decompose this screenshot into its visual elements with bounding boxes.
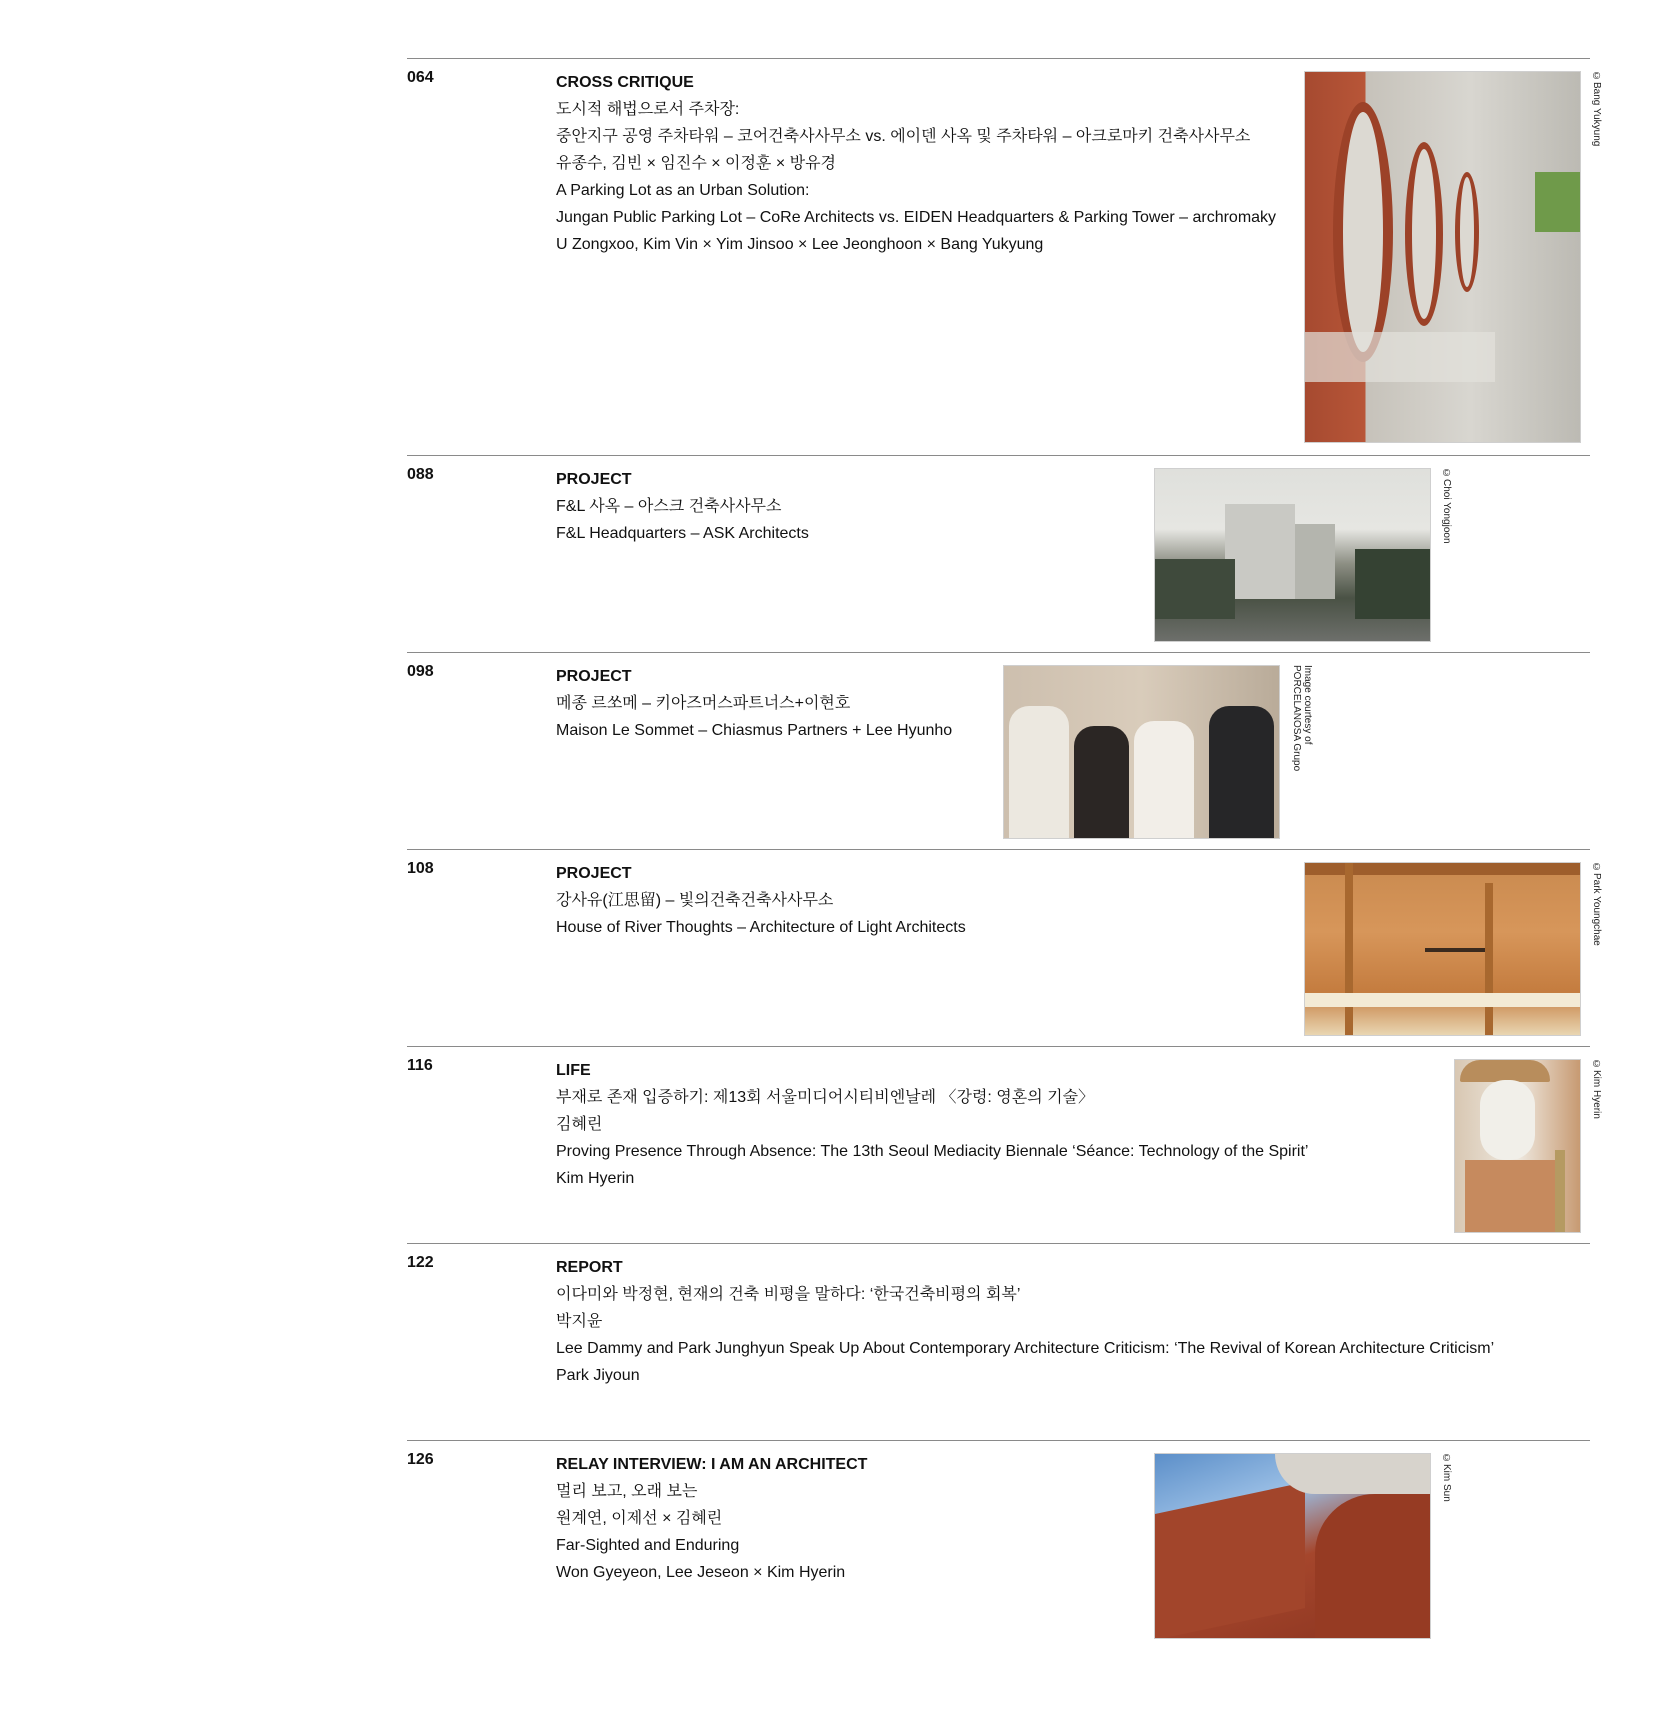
entry-line: Far-Sighted and Enduring (556, 1537, 740, 1554)
entry-line: 중안지구 공영 주차타워 – 코어건축사사무소 vs. 에이덴 사옥 및 주차타워 – 아크로마키 건축사사무소 (556, 128, 1251, 145)
entry-line: U Zongxoo, Kim Vin × Yim Jinsoo × Lee Jeonghoon × Bang Yukyung (556, 236, 1044, 253)
category-label: LIFE (556, 1062, 591, 1079)
page-number: 122 (407, 1254, 434, 1271)
entry-line: 메종 르쏘메 – 키아즈머스파트너스+이현호 (556, 695, 851, 712)
toc-entry (407, 1243, 1590, 1442)
category-label: PROJECT (556, 668, 632, 685)
brick-arcade-photo (1304, 71, 1581, 443)
toc-entry (407, 58, 1602, 457)
street-building-photo (1154, 468, 1431, 642)
entry-text (556, 1451, 867, 1586)
page-number: 088 (407, 466, 434, 483)
entry-text (556, 1254, 1494, 1389)
entry-line: 박지윤 (556, 1313, 603, 1330)
entry-line: 강사유(江思留) – 빛의건축건축사사무소 (556, 892, 834, 909)
entry-line: A Parking Lot as an Urban Solution: (556, 182, 810, 199)
category-label: CROSS CRITIQUE (556, 74, 694, 91)
toc-entry (407, 1046, 1602, 1245)
photo-credit: Image courtesy of PORCELANOSA Grupo (1291, 665, 1313, 772)
category-label: PROJECT (556, 471, 632, 488)
entry-line: Proving Presence Through Absence: The 13th Seoul Mediacity Biennale ‘Séance: Technology of the Spirit’ (556, 1143, 1309, 1160)
entry-text (556, 663, 952, 744)
entry-line: Maison Le Sommet – Chiasmus Partners + Lee Hyunho (556, 722, 953, 739)
entry-line: Won Gyeyeon, Lee Jeseon × Kim Hyerin (556, 1564, 846, 1581)
photo-credit: ©Park Youngchae (1591, 862, 1602, 946)
entry-line: House of River Thoughts – Architecture of Light Architects (556, 919, 966, 936)
entry-line: F&L 사옥 – 아스크 건축사사무소 (556, 498, 782, 515)
page-number: 064 (407, 69, 434, 86)
photo-credit: ©Bang Yukyung (1591, 71, 1602, 147)
entry-text (556, 466, 809, 547)
entry-line: 원계연, 이제선 × 김혜린 (556, 1510, 723, 1527)
page-number: 108 (407, 860, 434, 877)
category-label: REPORT (556, 1259, 623, 1276)
category-label: PROJECT (556, 865, 632, 882)
wooden-interior-photo (1304, 862, 1581, 1036)
entry-line: Lee Dammy and Park Junghyun Speak Up About Contemporary Architecture Criticism: ‘The Revival of Korean Architecture Criticism’ (556, 1340, 1495, 1357)
category-label: RELAY INTERVIEW: I AM AN ARCHITECT (556, 1456, 868, 1473)
toc-entry (407, 1440, 1590, 1651)
entry-line: Park Jiyoun (556, 1367, 640, 1384)
entry-line: 유종수, 김빈 × 임진수 × 이정훈 × 방유경 (556, 155, 836, 172)
page-number: 098 (407, 663, 434, 680)
entry-line: 도시적 해법으로서 주차장: (556, 101, 740, 118)
entry-line: 이다미와 박정현, 현재의 건축 비평을 말하다: ‘한국건축비평의 회복’ (556, 1286, 1021, 1303)
entry-line: F&L Headquarters – ASK Architects (556, 525, 809, 542)
entry-text (556, 1057, 1308, 1192)
toc-entry (407, 455, 1590, 654)
page-number: 116 (407, 1057, 433, 1074)
toc-entry (407, 849, 1602, 1048)
mannequin-installation-photo (1454, 1059, 1581, 1233)
entry-text (556, 69, 1276, 258)
photo-credit: ©Kim Hyerin (1591, 1059, 1602, 1119)
photo-credit: ©Kim Sun (1441, 1453, 1452, 1502)
brick-curve-building-photo (1154, 1453, 1431, 1639)
entry-line: Jungan Public Parking Lot – CoRe Architects vs. EIDEN Headquarters & Parking Tower – archromaky (556, 209, 1277, 226)
entry-line: Kim Hyerin (556, 1170, 635, 1187)
group-portrait-photo (1003, 665, 1280, 839)
toc-entry (407, 652, 1590, 851)
entry-text (556, 860, 966, 941)
page-number: 126 (407, 1451, 434, 1468)
entry-line: 멀리 보고, 오래 보는 (556, 1483, 698, 1500)
entry-line: 김혜린 (556, 1116, 603, 1133)
photo-credit: ©Choi Yongjoon (1441, 468, 1452, 544)
entry-line: 부재로 존재 입증하기: 제13회 서울미디어시티비엔날레 〈강령: 영혼의 기술〉 (556, 1089, 1095, 1106)
